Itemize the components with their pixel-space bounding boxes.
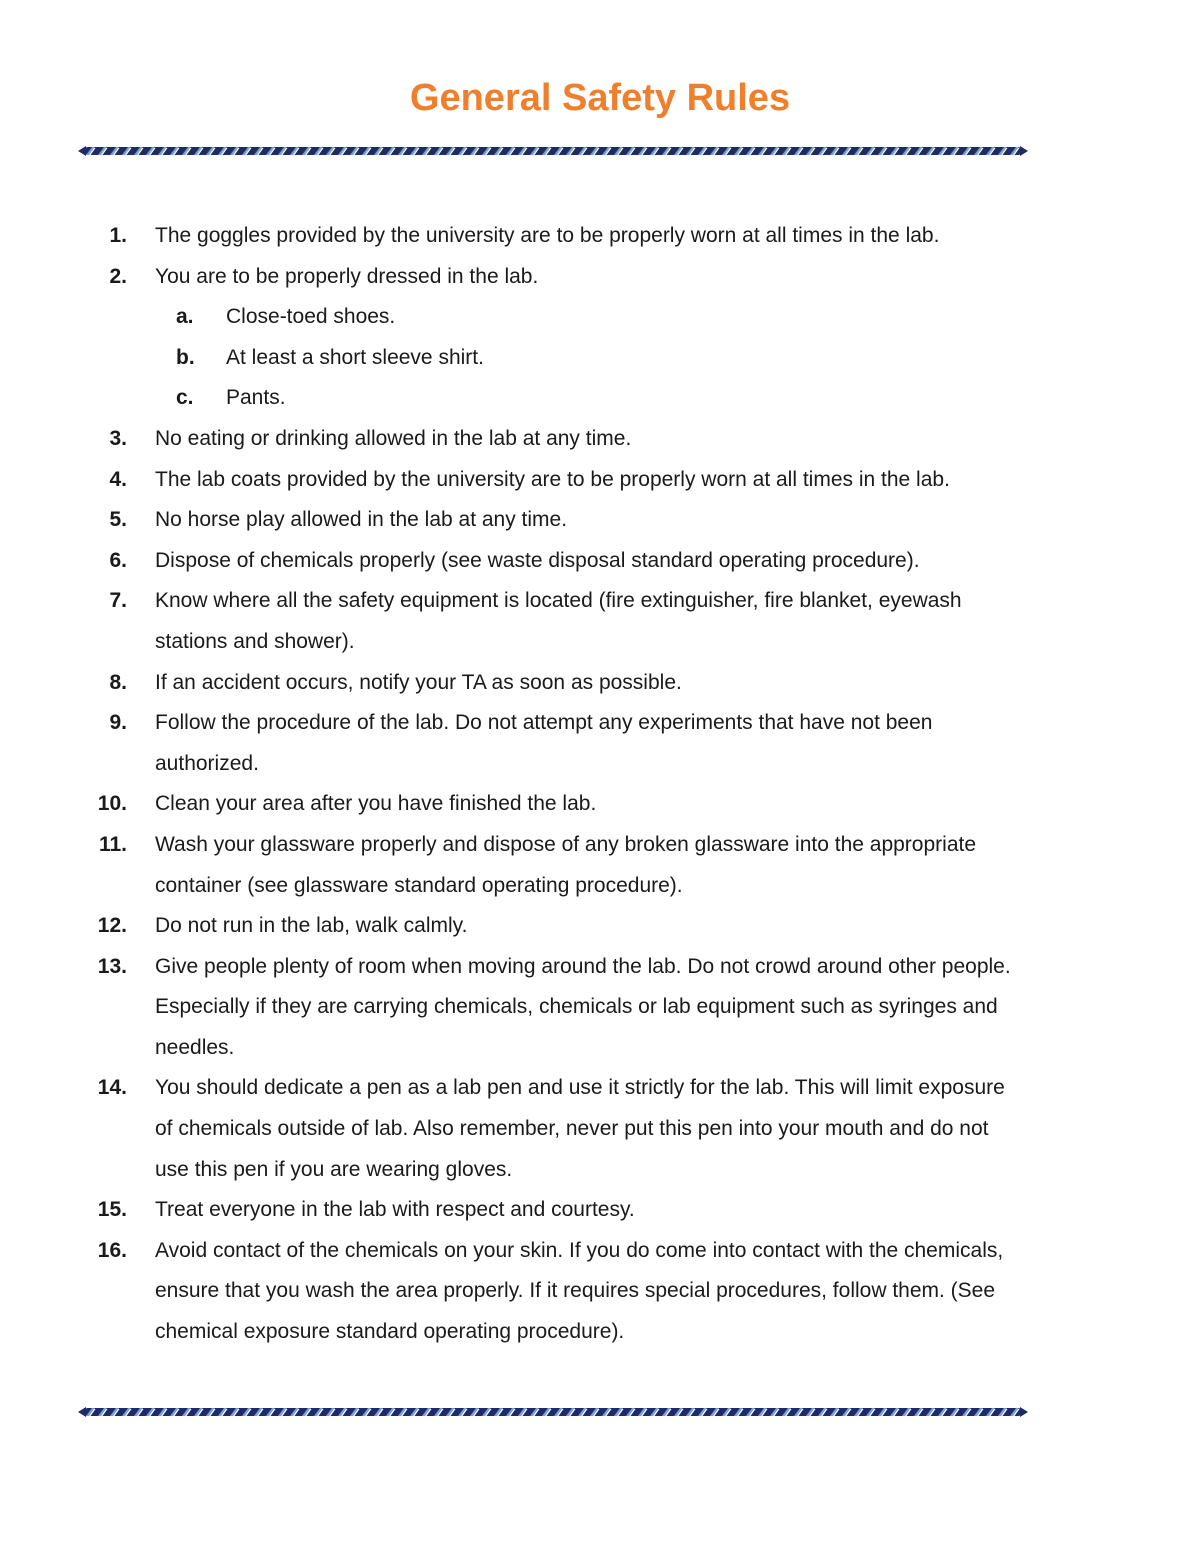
rule-number: 2. [109,264,127,288]
rule-line [0,1231,1200,1272]
rule-item [0,1190,1200,1231]
rule-line [0,1312,1200,1353]
rule-text: Dispose of chemicals properly (see waste disposal standard operating procedure). [155,548,920,572]
rule-number: 15. [97,1198,127,1222]
rule-item [0,825,1200,906]
rule-number: 10. [97,792,127,816]
rule-text: The goggles provided by the university are to be properly worn at all times in the lab. [155,224,940,247]
rule-line [0,703,1200,744]
rule-item [0,460,1200,501]
rule-line [0,500,1200,541]
rule-number: 16. [97,1238,127,1262]
rule-line [0,663,1200,704]
rule-line [0,784,1200,825]
rule-text: use this pen if you are wearing gloves. [155,1157,513,1181]
rule-item [0,1068,1200,1190]
rule-text: Follow the procedure of the lab. Do not attempt any experiments that have not been [155,711,933,735]
rule-item [0,784,1200,825]
rule-line [0,1150,1200,1191]
rule-text: No horse play allowed in the lab at any time. [155,508,568,532]
sub-rule-line [0,338,1200,379]
rope-divider-top [78,144,1028,158]
rule-line [0,541,1200,582]
rule-number: 7. [109,589,127,613]
rule-number: 5. [109,508,127,532]
rule-line [0,1068,1200,1109]
rule-text: Wash your glassware properly and dispose of any broken glassware into the appropriate [155,832,977,856]
sub-rule-text: Close-toed shoes. [226,305,396,329]
rule-text: The lab coats provided by the university are to be properly worn at all times in the lab. [155,467,950,491]
rule-text: Do not run in the lab, walk calmly. [155,914,468,938]
sub-rule-text: Pants. [226,386,286,410]
sub-rule-letter: c. [176,386,194,410]
rule-item [0,419,1200,460]
rule-text: Treat everyone in the lab with respect and courtesy. [155,1198,635,1222]
rule-text: container (see glassware standard operating procedure). [155,873,683,897]
rule-line [0,460,1200,501]
rule-text: needles. [155,1035,235,1059]
rule-line [0,1271,1200,1312]
rule-item [0,541,1200,582]
rule-text: Avoid contact of the chemicals on your skin. If you do come into contact with the chemicals, [155,1238,1004,1262]
rule-line [0,257,1200,298]
rule-line [0,1028,1200,1069]
rule-number: 4. [109,467,127,491]
rule-line [0,866,1200,907]
rule-line [0,987,1200,1028]
rule-item [0,1231,1200,1353]
rule-text: You are to be properly dressed in the lab. [155,264,539,288]
rule-item [0,216,1200,257]
sub-rule-text: At least a short sleeve shirt. [226,345,484,369]
sub-rule-letter: a. [176,305,194,329]
rule-item [0,663,1200,704]
rule-text: stations and shower). [155,629,355,653]
rule-line [0,622,1200,663]
rule-number: 1. [109,224,127,247]
rule-text: of chemicals outside of lab. Also remember, never put this pen into your mouth and do not [155,1117,989,1141]
rope-divider-bottom [78,1405,1028,1419]
rule-text: Clean your area after you have finished the lab. [155,792,597,816]
rule-number: 8. [109,670,127,694]
rope-end [1020,146,1028,156]
rope-end [78,146,86,156]
rule-line [0,1190,1200,1231]
rope-end [78,1407,86,1417]
rule-text: If an accident occurs, notify your TA as soon as possible. [155,670,682,694]
rule-text: You should dedicate a pen as a lab pen and use it strictly for the lab. This will limit exposure [155,1076,1005,1100]
rule-number: 13. [97,954,127,978]
page-title: General Safety Rules [409,77,791,119]
rule-text: No eating or drinking allowed in the lab at any time. [155,426,632,450]
rule-number: 6. [109,548,127,572]
rule-text: authorized. [155,751,259,775]
rule-number: 12. [97,914,127,938]
rule-item [0,947,1200,1069]
rule-line [0,216,1200,257]
rule-line [0,947,1200,988]
rule-text: Especially if they are carrying chemicals, chemicals or lab equipment such as syringes and [155,995,998,1019]
rule-line [0,419,1200,460]
rule-number: 9. [109,711,127,735]
rule-line [0,744,1200,785]
sub-rule-line [0,378,1200,419]
rule-text: ensure that you wash the area properly. If it requires special procedures, follow them. (See [155,1279,996,1303]
rope-end [1020,1407,1028,1417]
rule-line [0,581,1200,622]
rule-line [0,1109,1200,1150]
rule-number: 3. [109,426,127,450]
sub-rule-letter: b. [176,345,195,369]
rule-text: Give people plenty of room when moving around the lab. Do not crowd around other people. [155,954,1011,978]
rule-number: 14. [97,1076,127,1100]
rule-item [0,581,1200,662]
rule-item [0,906,1200,947]
rule-text: chemical exposure standard operating procedure). [155,1320,625,1344]
rule-item [0,703,1200,784]
sub-rule-line [0,297,1200,338]
rule-number: 11. [98,832,127,856]
rules-list [0,216,1200,1353]
rule-line [0,906,1200,947]
rule-text: Know where all the safety equipment is located (fire extinguisher, fire blanket, eyewash [155,589,962,613]
rule-item [0,257,1200,419]
rule-item [0,500,1200,541]
rule-line [0,825,1200,866]
